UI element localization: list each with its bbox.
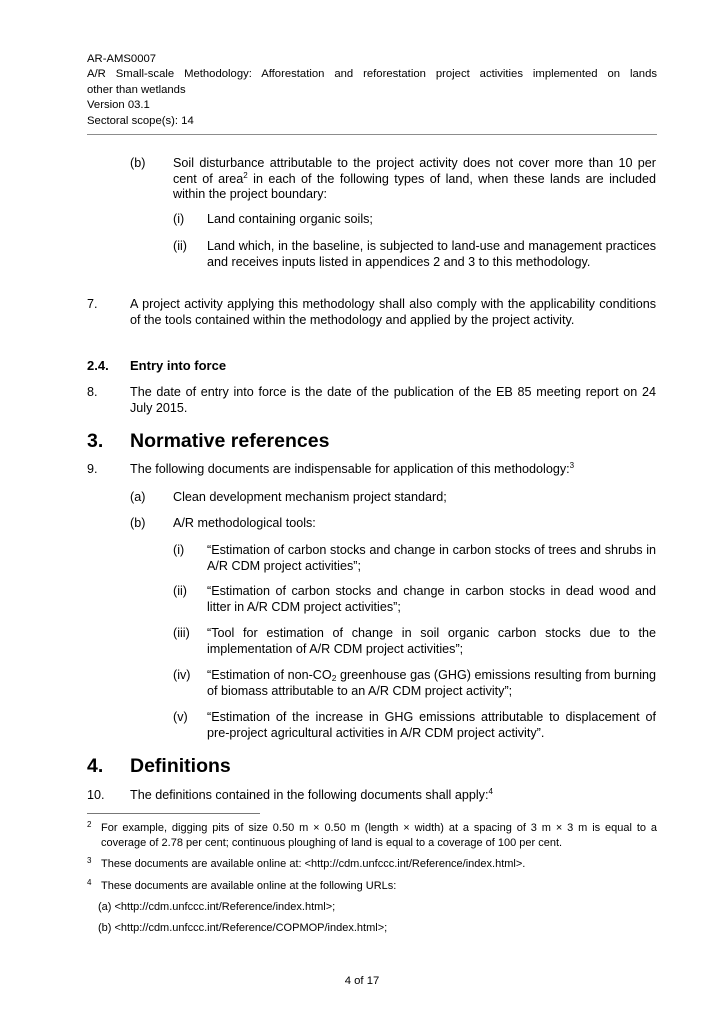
list-item-b — [0, 156, 724, 204]
document-header — [87, 52, 657, 129]
header-divider — [87, 134, 657, 135]
page-number: 4 of 17 — [344, 975, 380, 987]
list-text: Land which, in the baseline, is subjected to land-use and management practices and receives inputs listed in appendices 2 and 3 to this methodology. — [207, 239, 656, 269]
list-text: “Estimation of carbon stocks and change in carbon stocks in dead wood and litter in A/R CDM project activities”; — [207, 584, 656, 614]
section-number: 4. — [87, 755, 104, 777]
section-number: 3. — [87, 430, 104, 452]
section-title-normative-references: Normative references — [130, 430, 330, 452]
list-label: (iii) — [173, 626, 190, 640]
list-label: (i) — [173, 543, 185, 557]
list-label: (iv) — [173, 668, 191, 682]
footnote-text: These documents are available online at the following URLs: — [101, 880, 397, 892]
list-text: “Estimation of non-$CO_2$ greenhouse gas (GHG) emissions resulting from burning of biomass attributable to an A/R CDM project activity”; — [207, 668, 656, 698]
list-label: (i) — [173, 212, 185, 226]
document-title-line1: A/R Small-scale Methodology: Afforestation and reforestation project activities implemented on lands — [87, 68, 657, 81]
list-label: (b) — [130, 516, 146, 530]
footnote-text: These documents are available online at: <http://cdm.unfccc.int/Reference/index.html>. — [101, 858, 526, 870]
list-text: Clean development mechanism project standard; — [173, 490, 447, 504]
list-label: (a) — [130, 490, 146, 504]
list-text: “Tool for estimation of change in soil organic carbon stocks due to the implementation of A/R CDM project activities”; — [207, 626, 656, 656]
paragraph-number: 8. — [87, 385, 98, 399]
paragraph-text: The following documents are indispensable for application of this methodology:$^3$ — [130, 461, 575, 476]
paragraph-number: 9. — [87, 462, 98, 476]
footnote-ref-4[interactable]: 4 — [488, 787, 493, 796]
footnote-number: 4 — [87, 878, 92, 887]
paragraph-text: The date of entry into force is the date of the publication of the EB 85 meeting report on 24 July 2015. — [130, 385, 656, 415]
list-label: (b) — [130, 156, 146, 170]
document-version: Version 03.1 — [87, 99, 150, 112]
list-text: Soil disturbance attributable to the project activity does not cover more than 10 per cent of area$^2$ in each of the following types of land, when these lands are included within the project boundary: — [173, 156, 656, 202]
document-title — [87, 67, 657, 98]
footnote-number: 3 — [87, 856, 92, 865]
section-number: 2.4. — [87, 358, 109, 373]
section-title-entry-into-force: Entry into force — [130, 358, 227, 373]
footnote-ref-3[interactable]: 3 — [569, 461, 575, 470]
paragraph-text: A project activity applying this methodology shall also comply with the applicability conditions of the tools contained within the methodology and applied by the project activity. — [130, 297, 656, 327]
footnote-ref-2[interactable]: 2 — [243, 170, 248, 180]
footnote-url-a: (a) <http://cdm.unfccc.int/Reference/index.html>; — [98, 901, 336, 913]
list-label: (v) — [173, 710, 188, 724]
list-text: “Estimation of the increase in GHG emissions attributable to displacement of pre-project agricultural activities in A/R CDM project activity”. — [207, 710, 656, 740]
list-label: (ii) — [173, 584, 187, 598]
section-title-definitions: Definitions — [130, 755, 231, 777]
document-title-line2: other than wetlands — [87, 83, 186, 96]
document-code: AR-AMS0007 — [87, 53, 157, 65]
footnote-number: 2 — [87, 820, 92, 829]
list-text: A/R methodological tools: — [173, 516, 316, 530]
list-label: (ii) — [173, 239, 187, 253]
sectoral-scope: Sectoral scope(s): 14 — [87, 114, 194, 127]
paragraph-number: 7. — [87, 297, 98, 311]
footnote-url-b: (b) <http://cdm.unfccc.int/Reference/COPMOP/index.html>; — [98, 922, 388, 934]
paragraph-number: 10. — [87, 788, 105, 802]
list-text: Land containing organic soils; — [207, 212, 373, 226]
footnote-text: For example, digging pits of size 0.50 m × 0.50 m (length × width) at a spacing of 3 m × 3 m is equal to a coverage of 2.78 per cent; continuous ploughing of land is equal to a coverage of 100 per cent. — [101, 822, 657, 849]
footnote-divider — [87, 813, 260, 814]
paragraph-text: The definitions contained in the following documents shall apply:$^4$ — [130, 787, 493, 802]
list-text: “Estimation of carbon stocks and change in carbon stocks of trees and shrubs in A/R CDM project activities”; — [207, 543, 656, 573]
